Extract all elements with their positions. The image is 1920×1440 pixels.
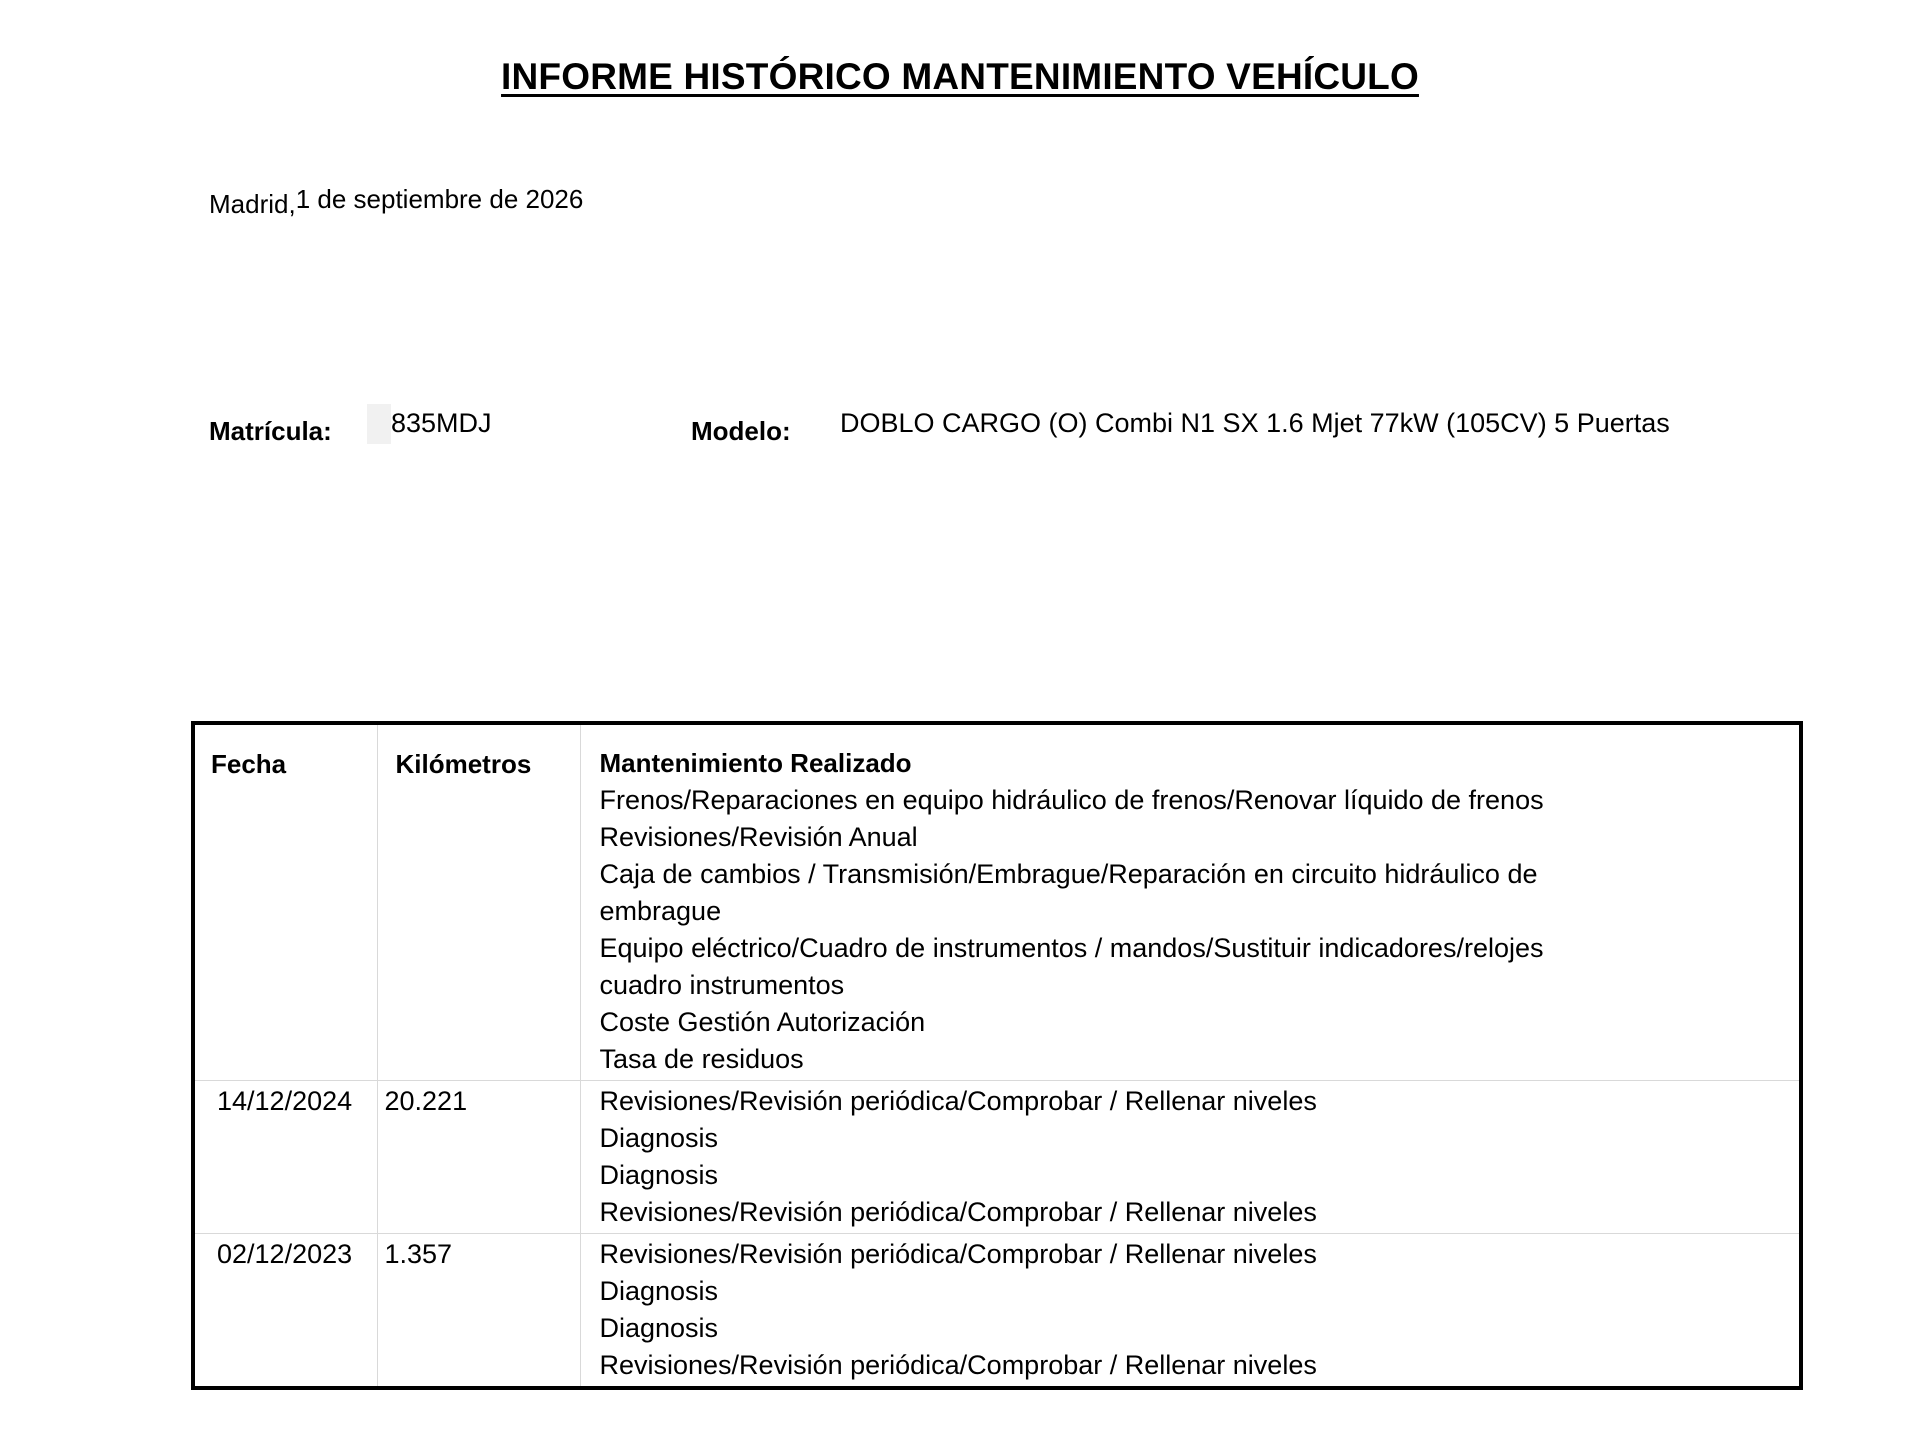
maintenance-item: Diagnosis: [599, 1276, 719, 1306]
header-maintenance-cell: [580, 723, 1801, 1081]
model-value: DOBLO CARGO (O) Combi N1 SX 1.6 Mjet 77kW (105CV) 5 Puertas: [840, 408, 1670, 438]
model-label: Modelo:: [691, 416, 791, 446]
maintenance-item: Equipo eléctrico/Cuadro de instrumentos / mandos/Sustituir indicadores/relojes cuadro instrumentos: [599, 933, 1544, 1000]
maintenance-item: Caja de cambios / Transmisión/Embrague/Reparación en circuito hidráulico de embrague: [599, 859, 1538, 926]
header-maintenance: Mantenimiento Realizado: [599, 748, 912, 778]
vehicle-info: [0, 408, 1920, 448]
plate-redaction: [367, 404, 391, 444]
table-header-row: [193, 723, 1801, 1081]
report-title: INFORME HISTÓRICO MANTENIMIENTO VEHÍCULO: [501, 56, 1419, 97]
header-km: Kilómetros: [377, 723, 580, 1081]
table-row: [193, 1234, 1801, 1389]
maintenance-item: Frenos/Reparaciones en equipo hidráulico de frenos/Renovar líquido de frenos: [599, 785, 1544, 815]
place-date: [209, 184, 584, 219]
maintenance-item: Revisiones/Revisión Anual: [599, 822, 918, 852]
plate-value: 835MDJ: [391, 408, 492, 438]
maintenance-history-table: [191, 721, 1803, 1390]
maintenance-item: Diagnosis: [599, 1160, 719, 1190]
row-km: 1.357: [377, 1234, 580, 1389]
maintenance-item: Diagnosis: [599, 1313, 719, 1343]
maintenance-item: Revisiones/Revisión periódica/Comprobar / Rellenar niveles: [599, 1350, 1317, 1380]
maintenance-item: Diagnosis: [599, 1123, 719, 1153]
report-date: 1 de septiembre de 2026: [295, 184, 584, 214]
table-row: [193, 1081, 1801, 1234]
row-date: 14/12/2024: [193, 1081, 377, 1234]
plate-label: Matrícula:: [209, 416, 332, 446]
maintenance-item: Revisiones/Revisión periódica/Comprobar / Rellenar niveles: [599, 1086, 1317, 1116]
row-km: 20.221: [377, 1081, 580, 1234]
maintenance-item: Tasa de residuos: [599, 1044, 804, 1074]
maintenance-item: Revisiones/Revisión periódica/Comprobar / Rellenar niveles: [599, 1197, 1317, 1227]
header-date: Fecha: [193, 723, 377, 1081]
row-maintenance: [580, 1234, 1801, 1389]
maintenance-item: Revisiones/Revisión periódica/Comprobar / Rellenar niveles: [599, 1239, 1317, 1269]
maintenance-item: Coste Gestión Autorización: [599, 1007, 926, 1037]
city-label: Madrid,: [209, 189, 296, 219]
row-maintenance: [580, 1081, 1801, 1234]
row-date: 02/12/2023: [193, 1234, 377, 1389]
